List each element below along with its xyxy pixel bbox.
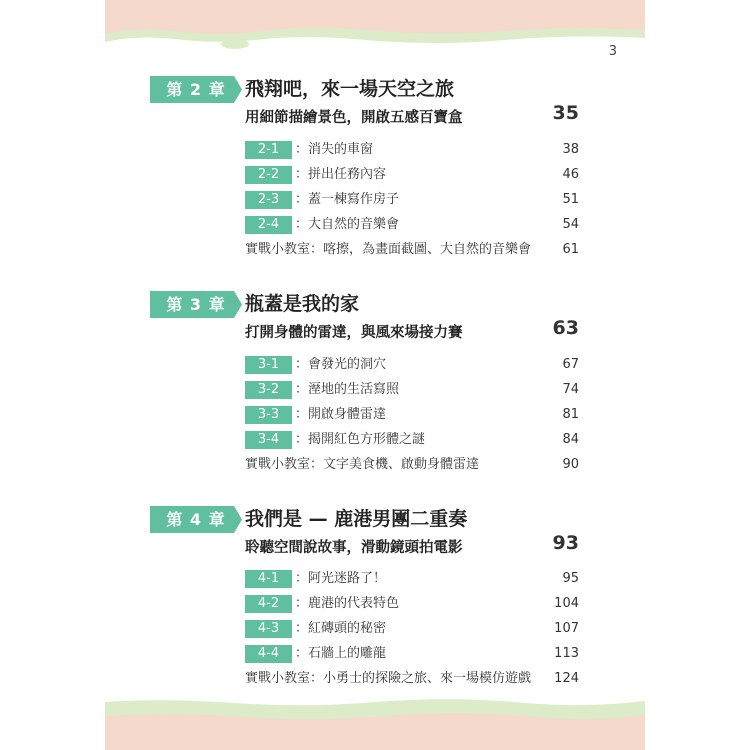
bottom-decorative-band — [105, 696, 645, 750]
chapter-start-page: 35 — [552, 102, 579, 124]
section-page: 51 — [562, 192, 579, 207]
toc-entry[interactable] — [245, 595, 579, 613]
top-decorative-band — [105, 0, 645, 50]
section-title: ：拼出任務內容 — [295, 167, 387, 182]
practice-page: 124 — [554, 671, 579, 686]
section-number-badge: 2-3 — [245, 191, 292, 209]
chapter-tag-label: 第 2 章 — [166, 80, 226, 99]
chapter-tag — [150, 506, 242, 533]
book-page — [105, 0, 645, 750]
section-page: 67 — [562, 357, 579, 372]
chapter-start-page: 93 — [552, 532, 579, 554]
practice-entry[interactable] — [245, 670, 579, 688]
chapter-title: 瓶蓋是我的家 — [245, 293, 360, 315]
section-page: 74 — [562, 382, 579, 397]
practice-title: 實戰小教室：小勇士的探險之旅、來一場模仿遊戲 — [245, 671, 532, 686]
chapter-title: 飛翔吧，來一場天空之旅 — [245, 78, 455, 100]
practice-page: 61 — [562, 242, 579, 257]
section-number-badge: 3-1 — [245, 356, 292, 374]
toc-entry[interactable] — [245, 645, 579, 663]
toc-entry[interactable] — [245, 431, 579, 449]
section-title: ：石牆上的雕龍 — [295, 646, 387, 661]
section-number-badge: 4-1 — [245, 570, 292, 588]
section-title: ：開啟身體雷達 — [295, 407, 387, 422]
section-number-badge: 2-1 — [245, 141, 292, 159]
chapter-start-page: 63 — [552, 317, 579, 339]
section-page: 104 — [554, 596, 579, 611]
chapter-tag — [150, 76, 242, 103]
toc-entry[interactable] — [245, 216, 579, 234]
section-page: 81 — [562, 407, 579, 422]
section-title: ：紅磚頭的秘密 — [295, 621, 387, 636]
section-number-badge: 2-2 — [245, 166, 292, 184]
section-page: 54 — [562, 217, 579, 232]
section-number-badge: 3-3 — [245, 406, 292, 424]
practice-title: 實戰小教室：文字美食機、啟動身體雷達 — [245, 457, 480, 472]
practice-entry[interactable] — [245, 241, 579, 259]
toc-entry[interactable] — [245, 406, 579, 424]
section-page: 46 — [562, 167, 579, 182]
practice-title: 實戰小教室：喀擦，為畫面截圖、大自然的音樂會 — [245, 242, 532, 257]
toc-entry[interactable] — [245, 381, 579, 399]
section-title: ：溼地的生活寫照 — [295, 382, 400, 397]
section-title: ：阿光迷路了！ — [295, 571, 387, 586]
toc-entry[interactable] — [245, 141, 579, 159]
section-page: 113 — [554, 646, 579, 661]
section-number-badge: 2-4 — [245, 216, 292, 234]
section-number-badge: 3-4 — [245, 431, 292, 449]
chapter-tag — [150, 291, 242, 318]
chapter-subtitle: 聆聽空間說故事，滑動鏡頭拍電影 — [245, 540, 463, 556]
practice-page: 90 — [562, 457, 579, 472]
chapter-tag-label: 第 4 章 — [166, 510, 226, 529]
chapter-subtitle: 用細節描繪景色，開啟五感百寶盒 — [245, 110, 463, 126]
toc-entry[interactable] — [245, 191, 579, 209]
section-title: ：會發光的洞穴 — [295, 357, 387, 372]
toc-entry[interactable] — [245, 166, 579, 184]
section-number-badge: 4-4 — [245, 645, 292, 663]
section-title: ：消失的車窗 — [295, 142, 374, 157]
section-page: 95 — [562, 571, 579, 586]
section-number-badge: 4-3 — [245, 620, 292, 638]
section-title: ：蓋一棟寫作房子 — [295, 192, 400, 207]
toc-entry[interactable] — [245, 356, 579, 374]
section-number-badge: 3-2 — [245, 381, 292, 399]
section-page: 84 — [562, 432, 579, 447]
section-page: 38 — [562, 142, 579, 157]
chapter-title: 我們是 — 鹿港男團二重奏 — [245, 508, 468, 530]
section-number-badge: 4-2 — [245, 595, 292, 613]
practice-entry[interactable] — [245, 456, 579, 474]
chapter-tag-label: 第 3 章 — [166, 295, 226, 314]
section-title: ：大自然的音樂會 — [295, 217, 400, 232]
toc-entry[interactable] — [245, 620, 579, 638]
toc-entry[interactable] — [245, 570, 579, 588]
section-page: 107 — [554, 621, 579, 636]
chapter-subtitle: 打開身體的雷達，與風來場接力賽 — [245, 325, 463, 341]
section-title: ：鹿港的代表特色 — [295, 596, 400, 611]
section-title: ：揭開紅色方形體之謎 — [295, 432, 426, 447]
page-number: 3 — [608, 44, 617, 59]
